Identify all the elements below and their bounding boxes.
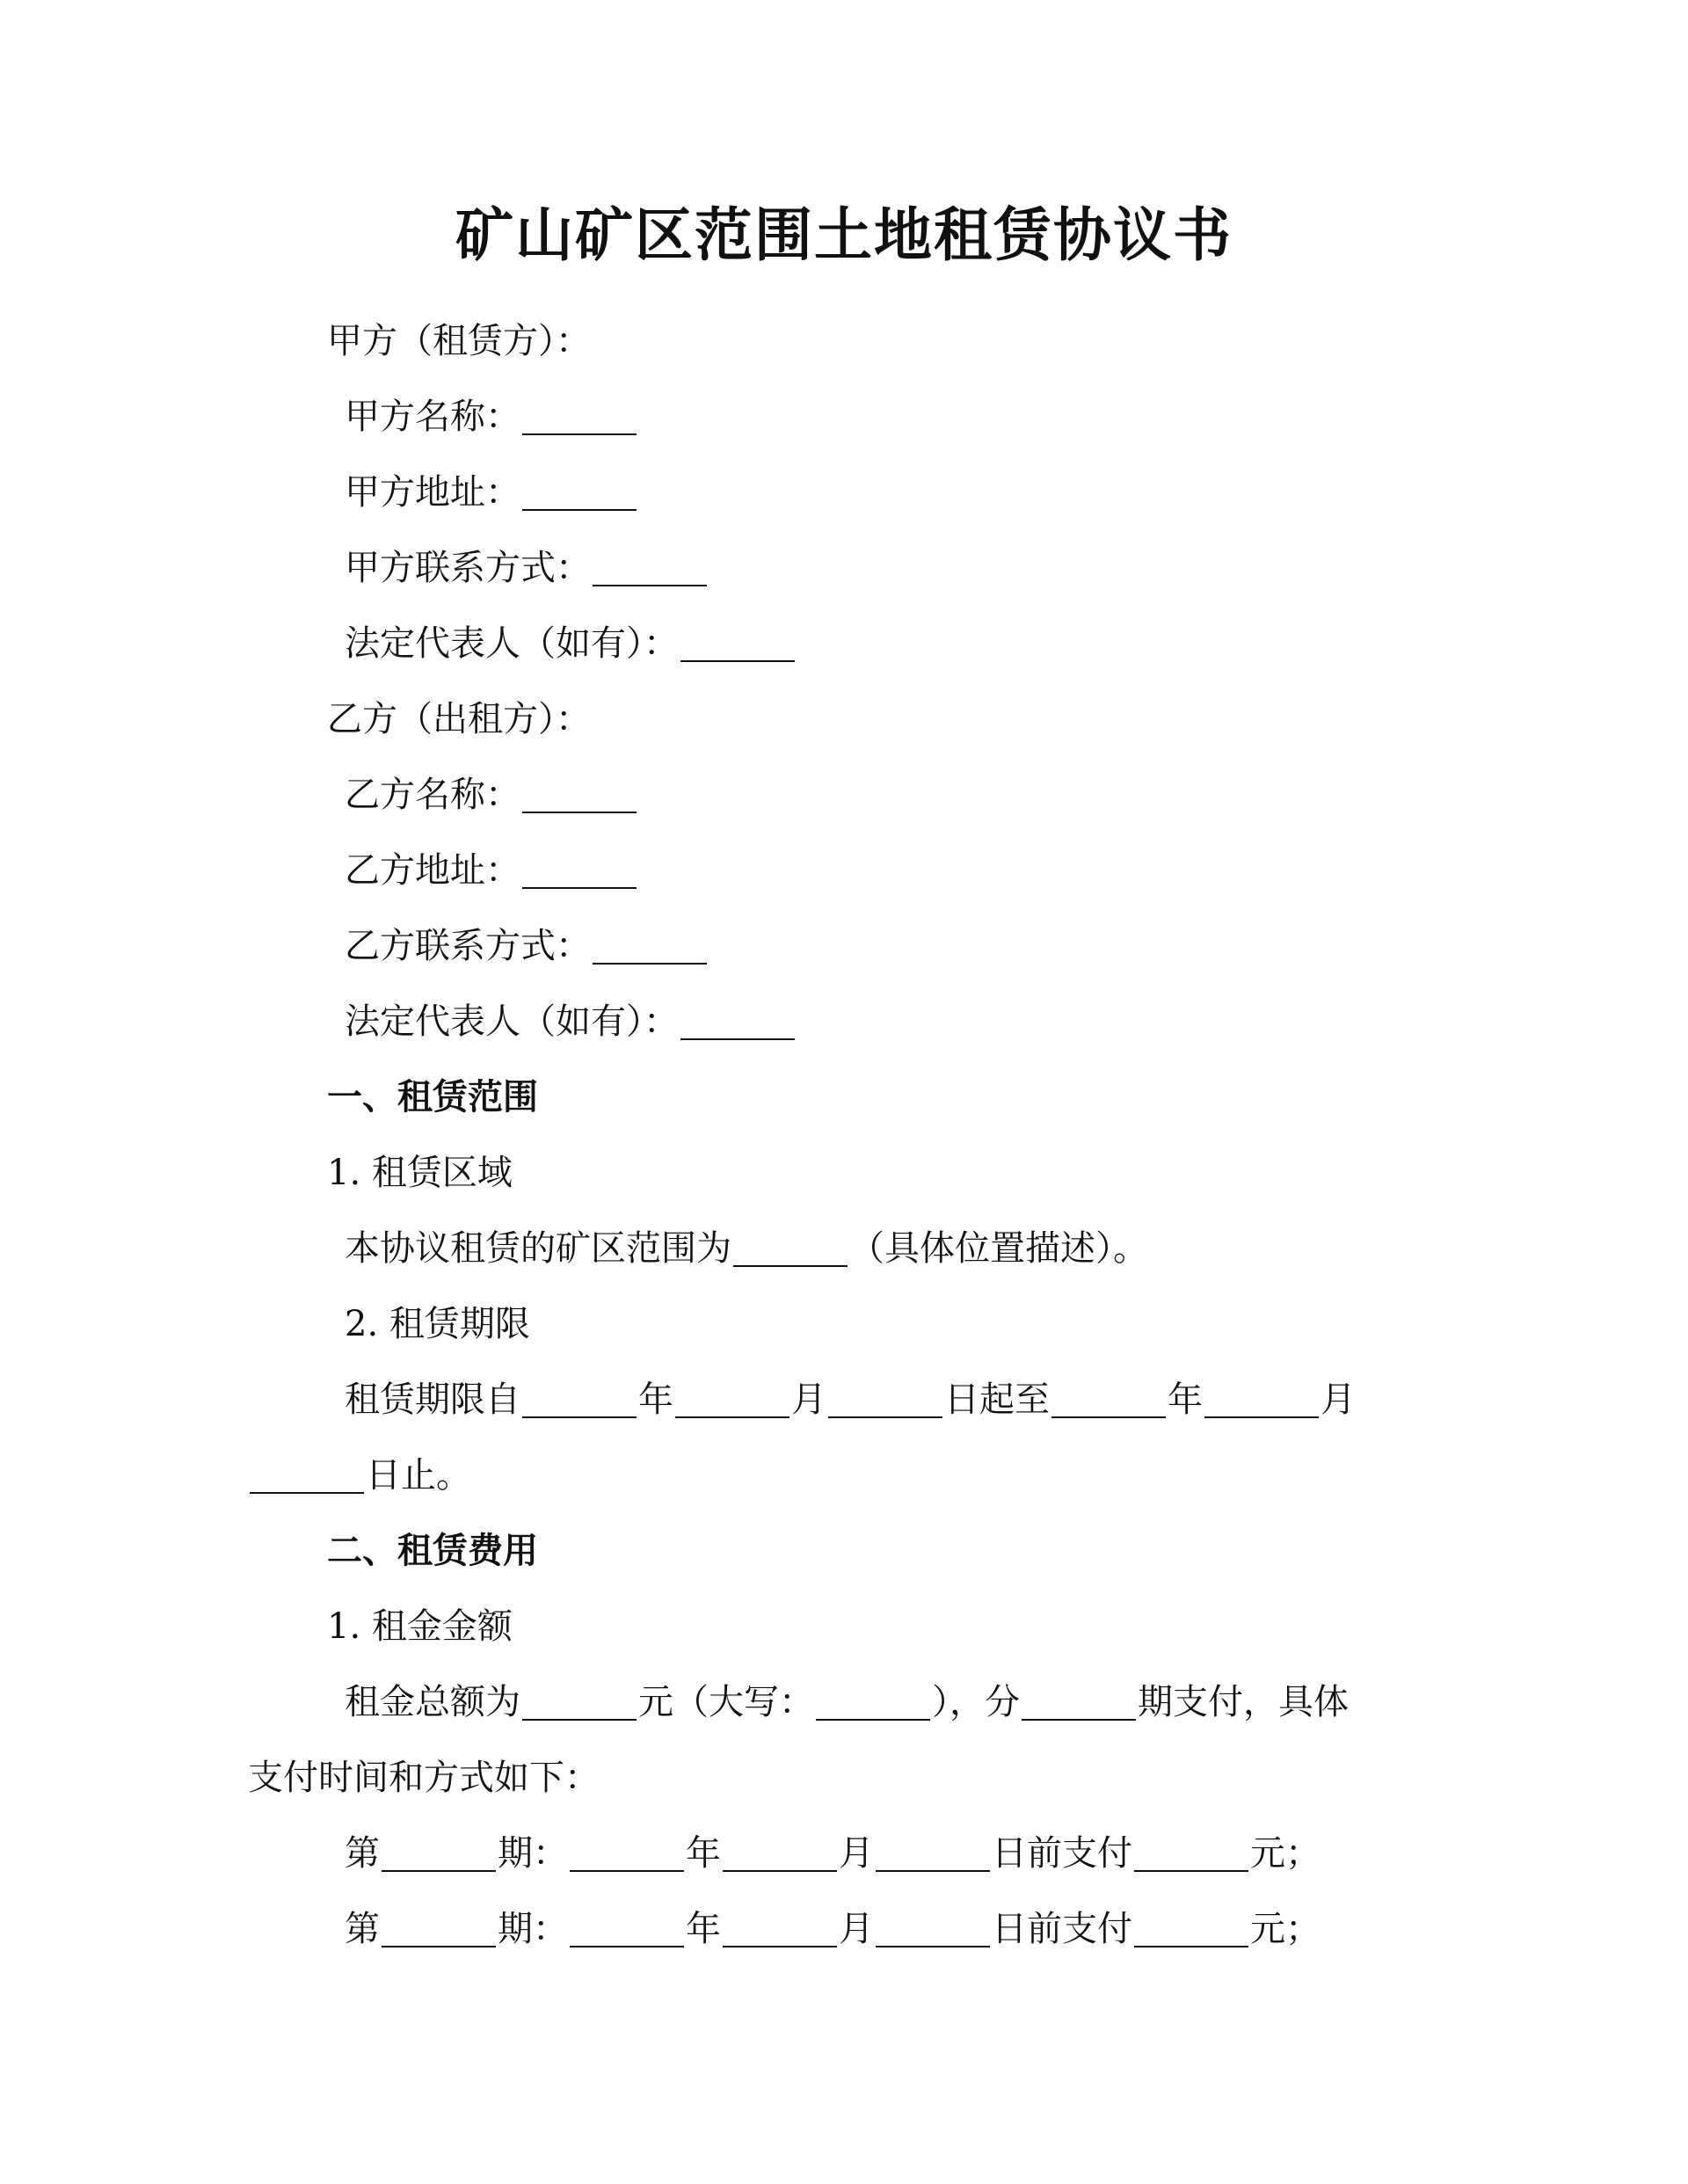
section-2-item-1-title: 1. 租金金额 (327, 1606, 513, 1647)
installment-number-blank (382, 1835, 496, 1872)
installment-prefix: 第 (345, 1833, 380, 1874)
party-b-address-line (345, 846, 638, 895)
term-end-month-blank (1204, 1381, 1319, 1418)
party-b-contact-blank (593, 928, 707, 965)
party-a-contact-label: 甲方联系方式： (345, 548, 591, 588)
rent-installments: ），分 (932, 1682, 1020, 1722)
installment-month: 月 (839, 1909, 874, 1949)
rent-periods-blank (1022, 1684, 1136, 1721)
party-b-name-label: 乙方名称： (345, 775, 520, 815)
party-b-rep-line (345, 997, 797, 1046)
party-a-address-label: 甲方地址： (345, 472, 520, 513)
installment-year-blank (570, 1835, 684, 1872)
installment-line-2 (345, 1904, 1321, 1954)
term-end-day-blank (250, 1457, 364, 1494)
rent-amount-line (345, 1678, 1349, 1727)
rent-upper-blank (816, 1684, 930, 1721)
party-b-contact-label: 乙方联系方式： (345, 926, 591, 966)
installment-day-blank (876, 1835, 990, 1872)
party-a-name-label: 甲方名称： (345, 397, 520, 437)
lease-term-line-2 (248, 1451, 471, 1500)
party-a-name-blank (522, 398, 637, 435)
party-a-header: 甲方（租赁方）： (327, 321, 591, 361)
term-end-month-label: 月 (1321, 1380, 1356, 1420)
rent-yuan-upper: 元（大写： (638, 1682, 814, 1722)
installment-amount-blank (1134, 1911, 1248, 1947)
party-a-rep-blank (680, 625, 795, 662)
lease-term-line (345, 1375, 1356, 1424)
party-b-name-line (345, 770, 638, 819)
party-b-header: 乙方（出租方）： (327, 699, 591, 739)
installment-prefix: 第 (345, 1909, 380, 1949)
installment-month-blank (723, 1911, 837, 1947)
term-day-until: 日止。 (366, 1455, 471, 1496)
lease-area-prefix: 本协议租赁的矿区范围为 (345, 1228, 731, 1269)
party-a-contact-blank (593, 550, 707, 586)
installment-number-blank (382, 1911, 496, 1947)
lease-area-blank (733, 1230, 848, 1267)
section-1-heading: 一、租赁范围 (327, 1076, 538, 1117)
installment-yuan: 元； (1250, 1909, 1321, 1949)
term-year-label: 年 (638, 1380, 673, 1420)
installment-year-blank (570, 1911, 684, 1947)
party-a-rep-line (345, 619, 797, 668)
party-b-name-blank (522, 776, 637, 813)
section-1-item-2-title: 2. 租赁期限 (345, 1304, 530, 1344)
installment-day-blank (876, 1911, 990, 1947)
term-start-day-blank (828, 1381, 942, 1418)
section-1-item-1-title: 1. 租赁区域 (327, 1153, 513, 1193)
installment-month-blank (723, 1835, 837, 1872)
installment-mid: 期： (498, 1833, 568, 1874)
installment-mid: 期： (498, 1909, 568, 1949)
term-start-month-blank (675, 1381, 789, 1418)
party-a-address-blank (522, 474, 637, 511)
rent-continue-line: 支付时间和方式如下： (248, 1758, 600, 1798)
installment-pay-before: 日前支付 (992, 1909, 1132, 1949)
document-title: 矿山矿区范围土地租赁协议书 (455, 200, 1233, 269)
term-day-from: 日起至 (944, 1380, 1050, 1420)
term-month-label: 月 (791, 1380, 826, 1420)
party-a-address-line (345, 468, 638, 517)
rent-amount-blank (522, 1684, 637, 1721)
term-start-year-blank (522, 1381, 637, 1418)
installment-year: 年 (686, 1909, 721, 1949)
party-b-rep-blank (680, 1003, 795, 1040)
rent-prefix: 租金总额为 (345, 1682, 520, 1722)
lease-area-suffix: （具体位置描述）。 (849, 1228, 1148, 1269)
party-b-rep-label: 法定代表人（如有）： (345, 1001, 679, 1042)
section-2-heading: 二、租赁费用 (327, 1530, 538, 1571)
installment-yuan: 元； (1250, 1833, 1321, 1874)
term-end-year-blank (1051, 1381, 1166, 1418)
term-prefix: 租赁期限自 (345, 1380, 520, 1420)
term-end-year-label: 年 (1168, 1380, 1203, 1420)
installment-amount-blank (1134, 1835, 1248, 1872)
installment-year: 年 (686, 1833, 721, 1874)
party-a-contact-line (345, 543, 709, 593)
rent-pay-text: 期支付，具体 (1138, 1682, 1349, 1722)
lease-area-line (345, 1224, 1148, 1273)
party-b-address-blank (522, 852, 637, 889)
installment-pay-before: 日前支付 (992, 1833, 1132, 1874)
installment-month: 月 (839, 1833, 874, 1874)
party-b-contact-line (345, 921, 709, 971)
party-b-address-label: 乙方地址： (345, 850, 520, 891)
party-a-rep-label: 法定代表人（如有）： (345, 623, 679, 664)
party-a-name-line (345, 392, 638, 441)
installment-line-1 (345, 1829, 1321, 1878)
